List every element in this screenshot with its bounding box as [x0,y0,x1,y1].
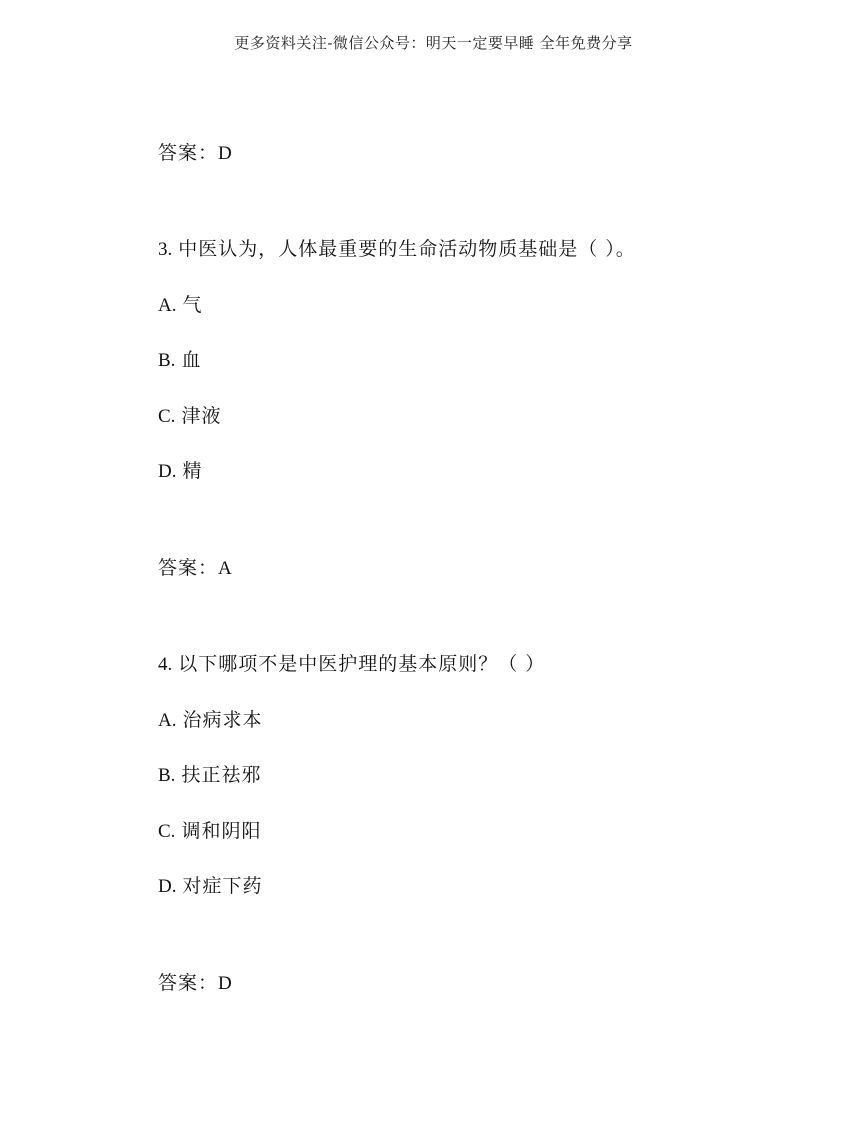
answer-value: D [218,973,232,994]
page-header-notice: 更多资料关注-微信公众号：明天一定要早睡 全年免费分享 [234,34,633,52]
question-number: 3. [158,239,173,260]
question-4-answer [158,971,232,996]
question-4-option-d [158,874,263,899]
answer-line-prev [158,141,232,166]
option-key: B. [158,765,176,786]
question-4-option-b [158,763,261,788]
answer-label: 答案： [158,557,219,579]
question-number: 4. [158,654,173,675]
answer-label: 答案： [158,972,219,994]
question-text: 中医认为，人体最重要的生命活动物质基础是（ ）。 [178,238,636,260]
option-text: 精 [182,460,203,482]
option-key: D. [158,876,177,897]
question-3-option-c [158,404,221,429]
option-text: 治病求本 [182,709,263,731]
option-key: B. [158,350,176,371]
option-key: C. [158,821,176,842]
question-text: 以下哪项不是中医护理的基本原则？（ ） [178,653,546,675]
question-4-option-a [158,708,263,733]
question-3-stem [158,237,636,262]
question-4-option-c [158,819,261,844]
option-text: 对症下药 [182,875,263,897]
option-key: D. [158,461,177,482]
option-key: A. [158,710,177,731]
option-key: C. [158,406,176,427]
question-3-option-d [158,459,203,484]
question-3-option-a [158,293,203,318]
answer-value: A [218,558,232,579]
answer-value: D [218,143,232,164]
option-key: A. [158,295,177,316]
option-text: 津液 [181,405,222,427]
question-4-stem [158,652,545,677]
option-text: 气 [182,294,203,316]
answer-label: 答案： [158,142,219,164]
option-text: 扶正祛邪 [181,764,262,786]
question-3-answer [158,556,232,581]
option-text: 血 [181,349,202,371]
question-3-option-b [158,348,201,373]
option-text: 调和阴阳 [181,820,262,842]
